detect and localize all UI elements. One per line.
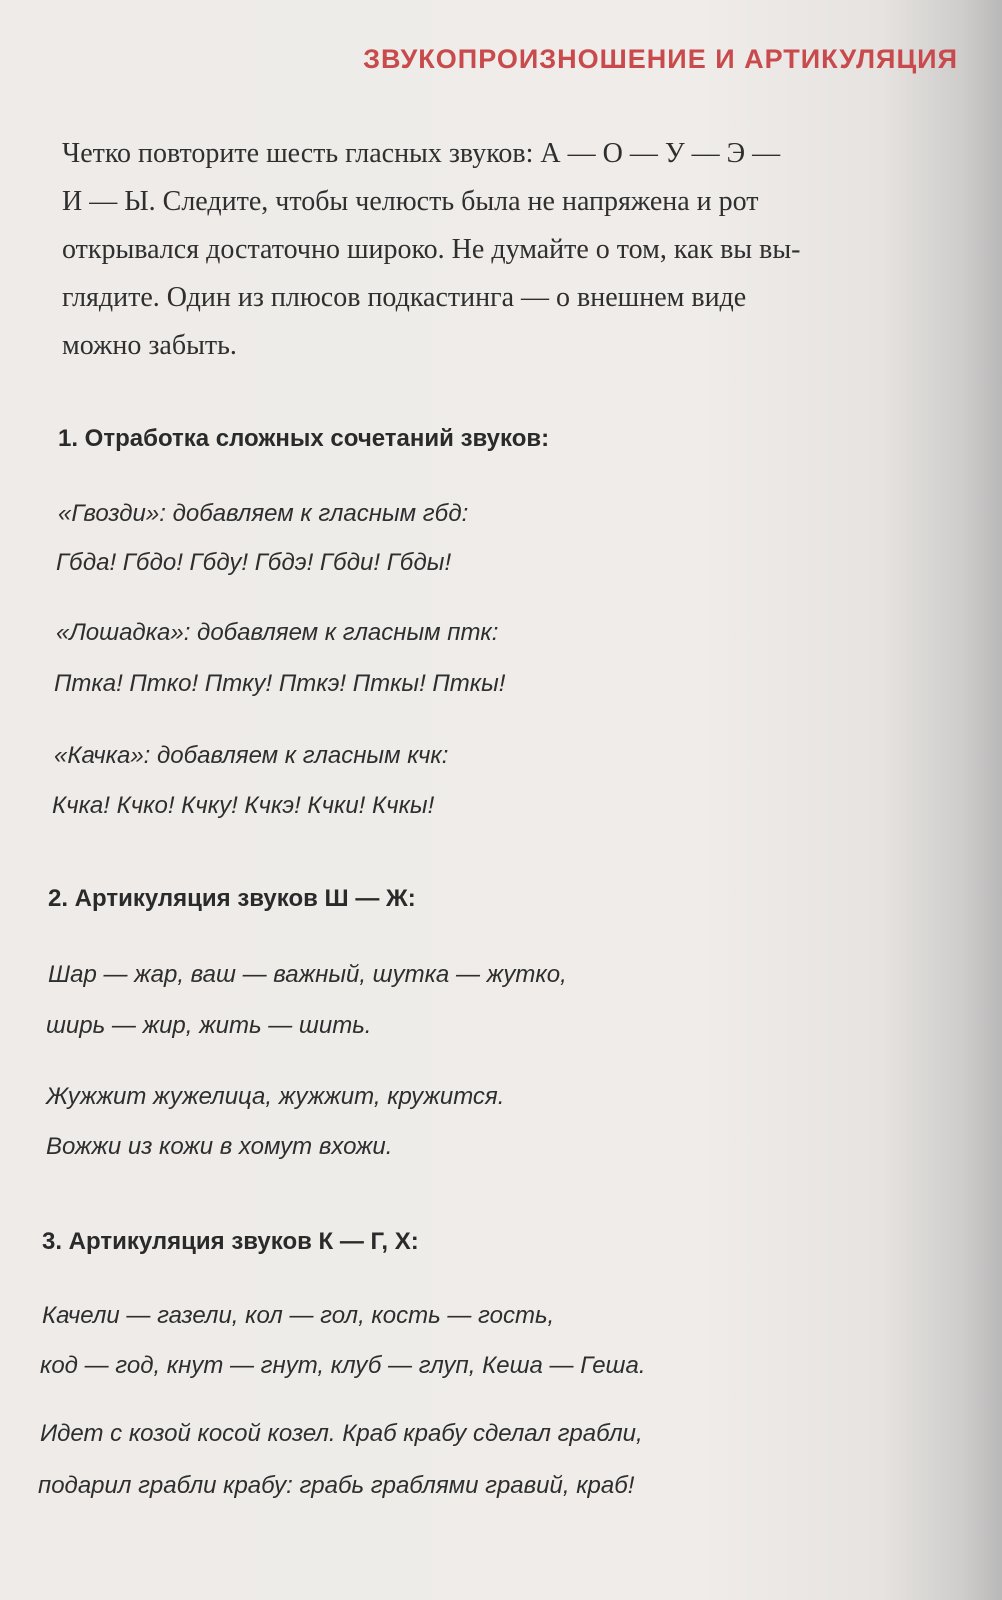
exercise-line: Идет с козой косой козел. Краб крабу сделал грабли, bbox=[40, 1420, 643, 1447]
exercise-line: подарил грабли крабу: грабь граблями гравий, краб! bbox=[38, 1472, 635, 1499]
exercise-line: Качели — газели, кол — гол, кость — гость, bbox=[42, 1302, 555, 1329]
exercise-line: Кчка! Кчко! Кчку! Кчкэ! Кчки! Кчкы! bbox=[52, 792, 435, 819]
running-header: ЗВУКОПРОИЗНОШЕНИЕ И АРТИКУЛЯЦИЯ bbox=[363, 44, 958, 74]
exercise-line: код — год, кнут — гнут, клуб — глуп, Кеша — Геша. bbox=[40, 1352, 646, 1379]
intro-line: открывался достаточно широко. Не думайте о том, как вы вы- bbox=[62, 234, 801, 265]
intro-line: можно забыть. bbox=[62, 330, 237, 361]
intro-line: И — Ы. Следите, чтобы челюсть была не напряжена и рот bbox=[62, 186, 759, 217]
exercise-line: Птка! Птко! Птку! Пткэ! Пткы! Пткы! bbox=[54, 670, 506, 697]
section-1-title: 1. Отработка сложных сочетаний звуков: bbox=[58, 425, 550, 452]
exercise-line: «Качка»: добавляем к гласным кчк: bbox=[54, 742, 449, 769]
exercise-line: Гбда! Гбдо! Гбду! Гбдэ! Гбди! Гбды! bbox=[56, 549, 452, 576]
intro-line: глядите. Один из плюсов подкастинга — о внешнем виде bbox=[62, 282, 747, 313]
intro-paragraph bbox=[62, 130, 962, 370]
intro-line: Четко повторите шесть гласных звуков: А — О — У — Э — bbox=[62, 138, 781, 169]
exercise-line: Вожжи из кожи в хомут вхожи. bbox=[46, 1133, 393, 1160]
exercise-line: ширь — жир, жить — шить. bbox=[46, 1012, 372, 1039]
section-2-title: 2. Артикуляция звуков Ш — Ж: bbox=[48, 885, 416, 912]
exercise-line: «Лошадка»: добавляем к гласным птк: bbox=[56, 619, 499, 646]
section-3-title: 3. Артикуляция звуков К — Г, Х: bbox=[42, 1228, 419, 1255]
exercise-line: Шар — жар, ваш — важный, шутка — жутко, bbox=[48, 961, 567, 988]
exercise-line: Жужжит жужелица, жужжит, кружится. bbox=[46, 1083, 505, 1110]
exercise-line: «Гвозди»: добавляем к гласным гбд: bbox=[58, 500, 469, 527]
